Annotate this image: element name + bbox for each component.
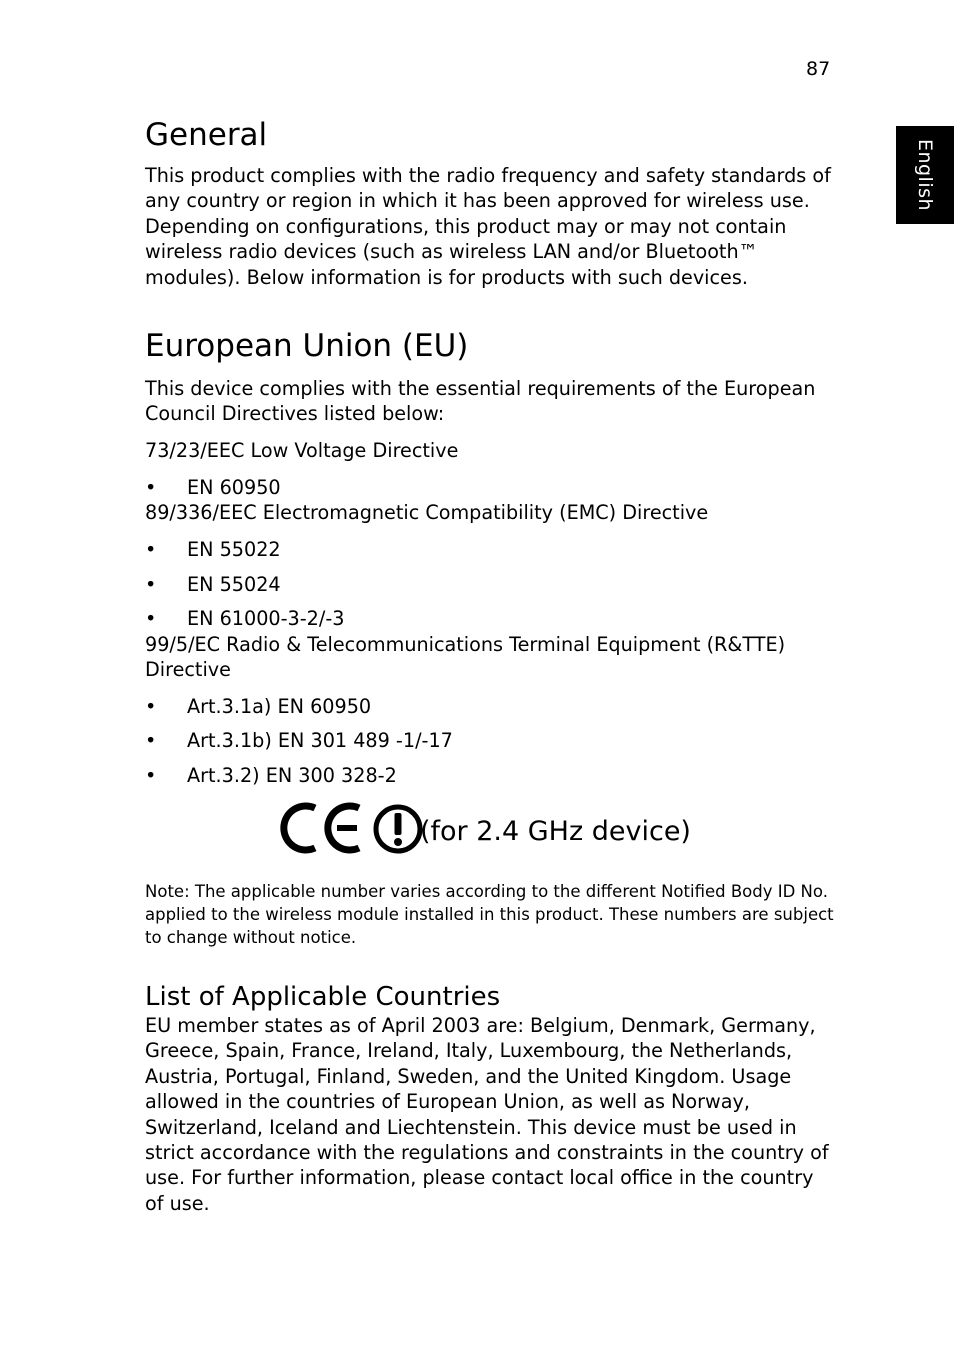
- note-label: Note: [145, 882, 185, 901]
- list-item-text: EN 60950: [187, 476, 281, 499]
- language-tab: [896, 126, 954, 224]
- alert-class2-icon: [371, 802, 425, 856]
- note-paragraph: [145, 880, 835, 950]
- eu-heading: European Union (EU): [145, 328, 469, 364]
- bullet-marker: •: [145, 729, 157, 752]
- directive-emc: 89/336/EEC Electromagnetic Compatibility (EMC) Directive: [145, 501, 709, 524]
- bullet-marker: •: [145, 538, 157, 561]
- bullet-marker: •: [145, 695, 157, 718]
- list-item-text: Art.3.1a) EN 60950: [187, 695, 372, 718]
- page-number: 87: [806, 58, 831, 80]
- note-text: : The applicable number varies according to the different Notified Body ID No. applied to the wireless module installed in this product. These numbers are subject to change without notice.: [145, 882, 834, 948]
- bullet-marker: •: [145, 607, 157, 630]
- list-item-text: Art.3.1b) EN 301 489 -1/-17: [187, 729, 453, 752]
- list-item-text: Art.3.2) EN 300 328-2: [187, 764, 397, 787]
- general-body: This product complies with the radio frequency and safety standards of any country or region in which it has been approved for wireless use. Depending on configurations, this product may or may not contain wireless radio devices (such as wireless LAN and/or Bluetooth™ modules). Below information is for products with such devices.: [145, 164, 831, 289]
- bullet-marker: •: [145, 476, 157, 499]
- list-item-text: EN 55024: [187, 573, 281, 596]
- bullet-marker: •: [145, 764, 157, 787]
- ce-mark-icon: [275, 798, 367, 858]
- list-item-text: EN 55022: [187, 538, 281, 561]
- list-item-text: EN 61000-3-2/-3: [187, 607, 345, 630]
- countries-body: EU member states as of April 2003 are: Belgium, Denmark, Germany, Greece, Spain, France, Ireland, Italy, Luxembourg, the Netherlands, Austria, Portugal, Finland, Sweden, and the United Kingdom. Usage allowed in the countries of European Union, as well as Norway, Switzerland, Iceland and Liechtenstein. This device must be used in strict accordance with the regulations and constraints in the country of use. For further information, please contact local office in the country of use.: [145, 1014, 829, 1215]
- directive-low-voltage: 73/23/EEC Low Voltage Directive: [145, 439, 459, 462]
- countries-heading: List of Applicable Countries: [145, 982, 501, 1012]
- directive-rtte: 99/5/EC Radio & Telecommunications Terminal Equipment (R&TTE) Directive: [145, 633, 786, 682]
- eu-intro: This device complies with the essential requirements of the European Council Directives listed below:: [145, 377, 816, 426]
- general-heading: General: [145, 117, 268, 153]
- mark-caption: (for 2.4 GHz device): [420, 816, 691, 847]
- language-tab-label: English: [914, 138, 936, 212]
- bullet-marker: •: [145, 573, 157, 596]
